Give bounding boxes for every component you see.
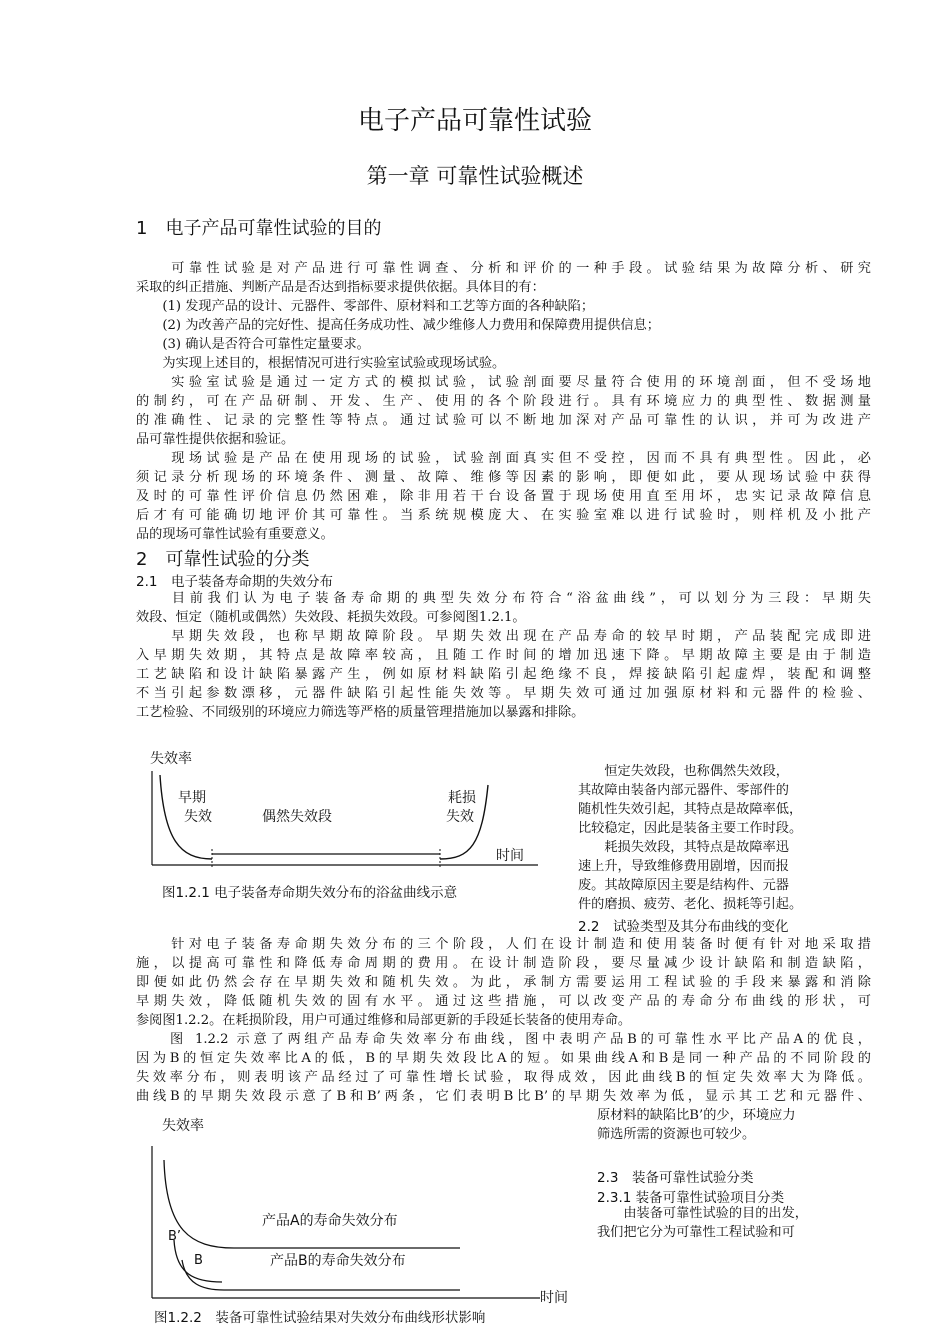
- text-line: 早期失效段，也称早期故障阶段。早期失效出现在产品寿命的较早时期，产品装配完成即进: [136, 629, 871, 644]
- section-2-heading: 2 可靠性试验的分类: [136, 549, 310, 570]
- text-line: 我们把它分为可靠性工程试验和可: [597, 1225, 795, 1240]
- text-line: 入早期失效期，其特点是故障率较高，且随工作时间的增加迅速下降。早期故障主要是由于制造: [136, 648, 871, 663]
- text-line: 参阅图1.2.2。在耗损阶段，用户可通过维修和局部更新的手段延长装备的使用寿命。: [136, 1013, 632, 1028]
- text-line: 早期失效，降低随机失效的固有水平。通过这些措施，可以改变产品的寿命分布曲线的形状，可: [136, 994, 871, 1009]
- document-title: 电子产品可靠性试验: [357, 106, 592, 136]
- text-line: 效段、恒定（随机或偶然）失效段、耗损失效段。可参阅图1.2.1。: [136, 610, 526, 625]
- section-2-3-side-text: [597, 1204, 879, 1242]
- fig2-curve-a-label: 产品A的寿命失效分布: [262, 1213, 398, 1229]
- fig1-wear-label-2: 失效: [446, 809, 474, 825]
- text-line: 比较稳定，因此是装备主要工作时段。: [578, 821, 803, 836]
- fig1-caption: 图1.2.1 电子装备寿命期失效分布的浴盆曲线示意: [162, 885, 458, 901]
- text-line: 的准确性、记录的完整性等特点。通过试验可以不断地加深对产品可靠性的认识，并可为改进产: [136, 413, 871, 428]
- bathtub-curve-figure: [140, 745, 550, 910]
- list-item: (1) 发现产品的设计、元器件、零部件、原材料和工艺等方面的各种缺陷；: [136, 299, 595, 314]
- text-line: 筛选所需的资源也可较少。: [597, 1127, 756, 1142]
- text-line: 后才有可能确切地评价其可靠性。当系统规模庞大、在实验室难以进行试验时，则样机及小批产: [136, 508, 871, 523]
- text-line: 由装备可靠性试验的目的出发，: [597, 1206, 808, 1221]
- fig2-b-label: B: [194, 1253, 203, 1268]
- section-1-body: [136, 259, 871, 544]
- text-line: 失效率分布，则表明该产品经过了可靠性增长试验，取得成效，因此曲线B的恒定失效率大为降低。: [136, 1070, 871, 1085]
- fig1-early-label-1: 早期: [178, 790, 206, 806]
- fig1-side-text: [578, 762, 860, 914]
- text-line: 的制约，可在产品研制、开发、生产、使用的各个阶段进行。具有环境应力的典型性、数据测量: [136, 394, 871, 409]
- subsection-2-3-1-heading: 2.3.1 装备可靠性试验项目分类: [597, 1190, 785, 1206]
- text-line: 现场试验是产品在使用现场的试验，试验剖面真实但不受控，因而不具有典型性。因此，必: [136, 451, 871, 466]
- text-line: 针对电子装备寿命期失效分布的三个阶段，人们在设计制造和使用装备时便有针对地采取措: [136, 937, 871, 952]
- subsection-2-2-heading: 2.2 试验类型及其分布曲线的变化: [578, 919, 789, 935]
- subsection-2-1-heading: 2.1 电子装备寿命期的失效分布: [136, 574, 333, 590]
- text-line: 实验室试验是通过一定方式的模拟试验，试验剖面要尽量符合使用的环境剖面，但不受场地: [136, 375, 871, 390]
- section-1-heading: 1 电子产品可靠性试验的目的: [136, 218, 382, 239]
- text-line: 可靠性试验是对产品进行可靠性调查、分析和评价的一种手段。试验结果为故障分析、研究: [136, 261, 871, 276]
- text-line: 原材料的缺陷比B’的少，环境应力: [597, 1108, 796, 1123]
- text-line: 废。其故障原因主要是结构件、元器: [578, 878, 789, 893]
- text-line: 即便如此仍然会存在早期失效和随机失效。为此，承制方需要运用工程试验的手段来暴露和消除: [136, 975, 871, 990]
- text-line: 速上升，导致维修费用剧增，因而报: [578, 859, 789, 874]
- fig1-random-label: 偶然失效段: [262, 809, 332, 825]
- text-line: 施，以提高可靠性和降低寿命周期的费用。在设计制造阶段，要尽量减少设计缺陷和制造缺陷，: [136, 956, 871, 971]
- text-line: 其故障由装备内部元器件、零部件的: [578, 783, 789, 798]
- chapter-title: 第一章 可靠性试验概述: [366, 164, 584, 188]
- text-line: 随机性失效引起，其特点是故障率低，: [578, 802, 803, 817]
- fig2-curve-b-label: 产品B的寿命失效分布: [270, 1253, 406, 1269]
- reliability-test-effect-figure: [140, 1110, 580, 1338]
- fig2-curve-b: [182, 1260, 224, 1290]
- fig1-ylabel: 失效率: [150, 751, 192, 767]
- list-item: (3) 确认是否符合可靠性定量要求。: [136, 337, 370, 352]
- text-line: 恒定失效段，也称偶然失效段，: [578, 764, 789, 779]
- fig1-early-label-2: 失效: [184, 809, 212, 825]
- fig2-side-text: [597, 1106, 879, 1144]
- text-line: 目前我们认为电子装备寿命期的典型失效分布符合“浴盆曲线”，可以划分为三段：早期失: [136, 591, 871, 606]
- fig2-ylabel: 失效率: [162, 1118, 204, 1134]
- text-line: 件的磨损、疲劳、老化、损耗等引起。: [578, 897, 803, 912]
- text-line: 须记录分析现场的环境条件、测量、故障、维修等因素的影响，即便如此，要从现场试验中获得: [136, 470, 871, 485]
- text-line: 耗损失效段，其特点是故障率迅: [578, 840, 789, 855]
- text-line: 图 1.2.2 示意了两组产品寿命失效率分布曲线，图中表明产品B的可靠性水平比产品A的优良，: [136, 1032, 871, 1047]
- list-item: (2) 为改善产品的完好性、提高任务成功性、减少维修人力费用和保障费用提供信息；: [136, 318, 660, 333]
- text-line: 不当引起参数漂移，元器件缺陷引起性能失效等。早期失效可通过加强原材料和元器件的检验、: [136, 686, 871, 701]
- text-line: 采取的纠正措施、判断产品是否达到指标要求提供依据。具体目的有：: [136, 280, 545, 295]
- fig1-wear-label-1: 耗损: [448, 790, 476, 806]
- section-2-2-body: [136, 935, 871, 1106]
- subsection-2-3-heading: 2.3 装备可靠性试验分类: [597, 1170, 754, 1186]
- text-line: 品可靠性提供依据和验证。: [136, 432, 295, 447]
- text-line: 为实现上述目的，根据情况可进行实验室试验或现场试验。: [136, 356, 506, 371]
- fig2-b-prime-label: B’: [168, 1229, 182, 1244]
- text-line: 及时的可靠性评价信息仍然困难，除非用若干台设备置于现场使用直至用坏，忠实记录故障信息: [136, 489, 871, 504]
- section-2-1-body: [136, 589, 871, 722]
- text-line: 因为B的恒定失效率比A的低，B的早期失效段比A的短。如果曲线A和B是同一种产品的不同阶段的: [136, 1051, 871, 1066]
- text-line: 工艺缺陷和设计缺陷暴露产生，例如原材料缺陷引起绝缘不良，焊接缺陷引起虚焊，装配和调整: [136, 667, 871, 682]
- fig1-xlabel: 时间: [496, 848, 524, 864]
- fig2-caption: 图1.2.2 装备可靠性试验结果对失效分布曲线形状影响: [154, 1310, 486, 1326]
- fig2-xlabel: 时间: [540, 1290, 568, 1306]
- text-line: 工艺检验、不同级别的环境应力筛选等严格的质量管理措施加以暴露和排除。: [136, 705, 585, 720]
- text-line: 品的现场可靠性试验有重要意义。: [136, 527, 334, 542]
- text-line: 曲线B的早期失效段示意了B和B’两条，它们表明B比B’的早期失效率为低，显示其工艺和元器件、: [136, 1089, 871, 1104]
